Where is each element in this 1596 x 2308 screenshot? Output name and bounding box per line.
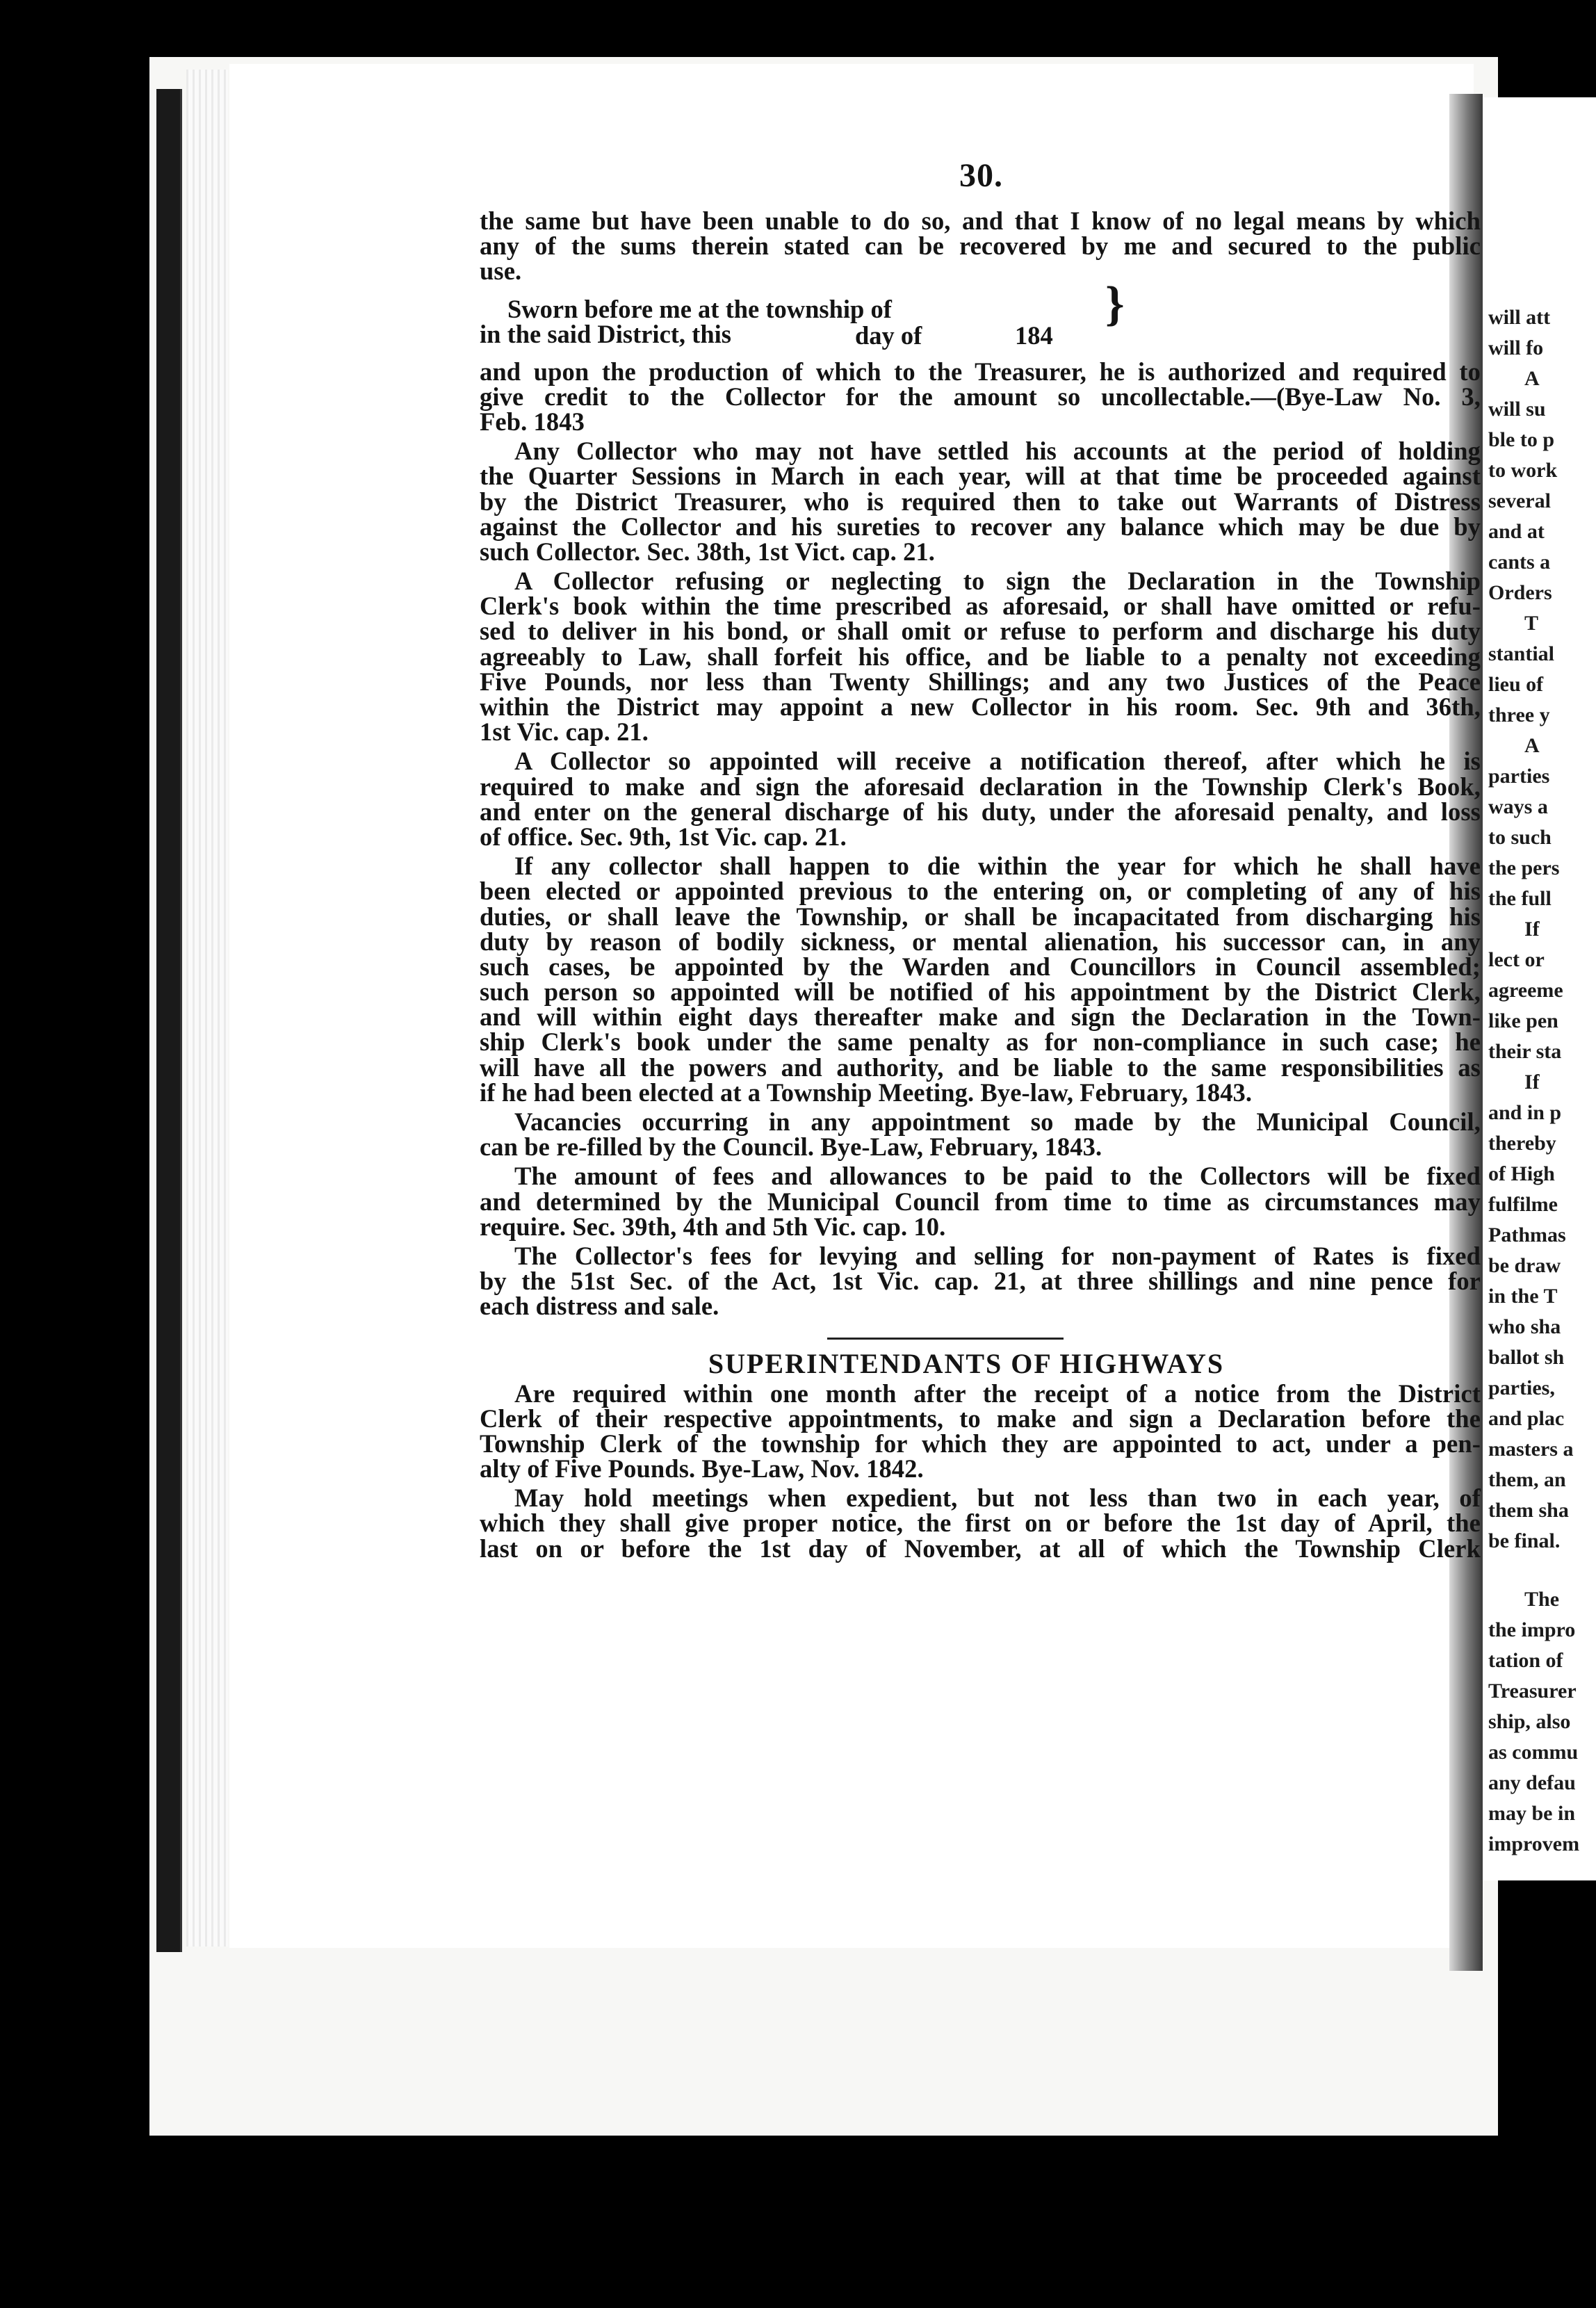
facing-page-line: may be in: [1488, 1802, 1576, 1825]
text-line: Vacancies occurring in any appointment so made by the Municipal Council,: [514, 1107, 1481, 1136]
facing-page-line: like pen: [1488, 1009, 1558, 1032]
opening-lines: [480, 206, 1481, 286]
facing-page-line: stantial: [1488, 642, 1555, 665]
facing-page-line: agreeme: [1488, 979, 1563, 1002]
section-heading: SUPERINTENDANTS OF HIGHWAYS: [708, 1347, 1225, 1379]
facing-page-line: three y: [1488, 704, 1550, 726]
text-line: within the District may appoint a new Collector in his room. Sec. 9th and 36th,: [480, 692, 1481, 721]
paragraph: [480, 359, 1481, 435]
facing-page-line: their sta: [1488, 1040, 1562, 1063]
paragraph: [480, 439, 1481, 564]
sworn-district: in the said District, this: [480, 319, 731, 348]
text-line: by the 51st Sec. of the Act, 1st Vic. cap. 21, at three shillings and nine pence for: [480, 1267, 1481, 1296]
text-line: such cases, be appointed by the Warden and Councillors in Council assembled;: [480, 952, 1481, 981]
facing-page-line: lect or: [1488, 948, 1545, 971]
text-line: each distress and sale.: [480, 1292, 719, 1321]
sworn-year: 184: [1015, 320, 1053, 350]
facing-page-line: the impro: [1488, 1618, 1576, 1641]
section-rule: [827, 1338, 1064, 1340]
text-line: such Collector. Sec. 38th, 1st Vict. cap. 21.: [480, 537, 936, 566]
facing-page-line: masters a: [1488, 1438, 1574, 1461]
text-line: and upon the production of which to the Treasurer, he is authorized and required to: [480, 357, 1481, 386]
text-line: duties, or shall leave the Township, or shall be incapacitated from discharging his: [480, 902, 1481, 931]
facing-page-line: A: [1524, 367, 1540, 390]
text-line: last on or before the 1st day of November, at all of which the Township Clerk: [480, 1534, 1481, 1563]
text-line: required to make and sign the aforesaid declaration in the Township Clerk's Book,: [480, 772, 1481, 801]
facing-page-line: parties,: [1488, 1376, 1555, 1399]
text-line: Clerk of their respective appointments, to make and sign a Declaration before the: [480, 1404, 1481, 1433]
paragraph: [480, 1164, 1481, 1240]
facing-page-line: tation of: [1488, 1649, 1563, 1672]
facing-page-line: them, an: [1488, 1468, 1566, 1491]
text-line: ship Clerk's book under the same penalty as for non-compliance in such case; he: [480, 1027, 1481, 1057]
facing-page-line: fulfilme: [1488, 1193, 1558, 1216]
page-edges: [186, 70, 228, 1947]
text-line: which they shall give proper notice, the first on or before the 1st day of April, the: [480, 1509, 1481, 1538]
paragraph: [480, 749, 1481, 850]
facing-page-line: to such: [1488, 826, 1552, 849]
paragraph: [480, 1107, 1481, 1162]
facing-page-line: cants a: [1488, 551, 1551, 574]
text-line: A Collector refusing or neglecting to sign the Declaration in the Township: [514, 567, 1481, 596]
sworn-line-1: [480, 294, 1481, 322]
facing-page-line: If: [1524, 1071, 1540, 1094]
text-line: Any Collector who may not have settled his accounts at the period of holding: [514, 437, 1481, 466]
scan-border: [0, 2141, 1596, 2308]
text-line: of office. Sec. 9th, 1st Vic. cap. 21.: [480, 822, 847, 851]
paragraph: [480, 1241, 1481, 1321]
facing-page-line: and plac: [1488, 1407, 1565, 1430]
facing-page-line: ble to p: [1488, 428, 1555, 451]
paragraphs: [480, 359, 1481, 1319]
facing-page-line: who sha: [1488, 1315, 1561, 1338]
paragraphs-after: [480, 1381, 1481, 1561]
facing-page-line: the full: [1488, 887, 1552, 910]
text-line: May hold meetings when expedient, but not less than two in each year, of: [514, 1484, 1481, 1513]
facing-page-line: and in p: [1488, 1101, 1562, 1124]
text-line: can be re-filled by the Council. Bye-Law, February, 1843.: [480, 1132, 1102, 1162]
text-line: if he had been elected at a Township Meeting. Bye-law, February, 1843.: [480, 1078, 1253, 1107]
text-line: the Quarter Sessions in March in each year, will at that time be proceeded against: [480, 462, 1481, 491]
facing-page-line: the pers: [1488, 856, 1560, 879]
text-line: If any collector shall happen to die within the year for which he shall have: [514, 852, 1481, 881]
facing-page-line: several: [1488, 489, 1551, 512]
facing-page-line: Treasurer: [1488, 1680, 1577, 1702]
facing-page-line: If: [1524, 918, 1540, 941]
text-line: the same but have been unable to do so, and that I know of no legal means by which: [480, 206, 1481, 235]
sworn-brace: }: [1105, 277, 1125, 331]
paragraph: [480, 569, 1481, 745]
page-number: 30.: [959, 157, 1003, 194]
text-line: by the District Treasurer, who is required then to take out Warrants of Distress: [480, 487, 1481, 516]
facing-page-line: and at: [1488, 520, 1545, 543]
text-line: and enter on the general discharge of his duty, under the aforesaid penalty, and loss: [480, 797, 1481, 826]
facing-page-line: will fo: [1488, 336, 1544, 359]
facing-page-line: be draw: [1488, 1254, 1561, 1277]
text-line: require. Sec. 39th, 4th and 5th Vic. cap. 10.: [480, 1212, 946, 1241]
text-line: against the Collector and his sureties to recover any balance which may be due by: [480, 512, 1481, 541]
facing-page-line: them sha: [1488, 1499, 1569, 1522]
facing-page-line: ship, also: [1488, 1710, 1571, 1733]
text-line: any of the sums therein stated can be recovered by me and secured to the public: [480, 231, 1481, 261]
facing-page-line: be final.: [1488, 1529, 1561, 1552]
facing-page-line: any defau: [1488, 1771, 1576, 1794]
text-line: such person so appointed will be notified of his appointment by the District Clerk,: [480, 977, 1481, 1007]
text-line: 1st Vic. cap. 21.: [480, 717, 649, 747]
facing-page-line: ballot sh: [1488, 1346, 1565, 1369]
facing-page-line: improvem: [1488, 1832, 1580, 1855]
text-line: A Collector so appointed will receive a notification thereof, after which he is: [514, 747, 1481, 776]
text-line: alty of Five Pounds. Bye-Law, Nov. 1842.: [480, 1454, 924, 1484]
text-line: agreeably to Law, shall forfeit his office, and be liable to a penalty not exceeding: [480, 642, 1481, 671]
facing-page-line: ways a: [1488, 795, 1548, 818]
text-line: sed to deliver in his bond, or shall omit or refuse to perform and discharge his duty: [480, 617, 1481, 646]
text-line: give credit to the Collector for the amount so uncollectable.—(Bye-Law No. 3,: [480, 382, 1481, 411]
sworn-text: Sworn before me at the township of: [507, 294, 892, 323]
facing-page: [1483, 97, 1596, 1880]
facing-page-line: thereby: [1488, 1132, 1556, 1155]
text-line: duty by reason of bodily sickness, or mental alienation, his successor can, in any: [480, 927, 1481, 956]
facing-page-line: Pathmas: [1488, 1224, 1566, 1246]
facing-page-line: will su: [1488, 398, 1546, 421]
facing-page-line: as commu: [1488, 1741, 1579, 1764]
facing-page-line: parties: [1488, 765, 1550, 788]
facing-page-line: to work: [1488, 459, 1558, 482]
facing-page-line: T: [1524, 612, 1539, 635]
facing-page-line: in the T: [1488, 1285, 1558, 1308]
text-line: and will within eight days thereafter make and sign the Declaration in the Town-: [480, 1002, 1481, 1032]
sworn-day-of: day of: [855, 320, 922, 350]
paragraph: [480, 854, 1481, 1105]
text-line: Clerk's book within the time prescribed as aforesaid, or shall have omitted or refu-: [480, 592, 1481, 621]
text-line: The Collector's fees for levying and selling for non-payment of Rates is fixed: [514, 1241, 1481, 1270]
facing-page-line: Orders: [1488, 581, 1552, 604]
text-line: will have all the powers and authority, and be liable to the same responsibilities as: [480, 1053, 1481, 1082]
page-text: [480, 206, 1481, 1566]
book-spine: [156, 89, 182, 1952]
text-line: been elected or appointed previous to the entering on, or completing of any of his: [480, 877, 1481, 906]
text-line: and determined by the Municipal Council from time to time as circumstances may: [480, 1187, 1481, 1216]
paragraph: [480, 1381, 1481, 1482]
text-line: Township Clerk of the township for which they are appointed to act, under a pen-: [480, 1429, 1481, 1458]
text-line: Five Pounds, nor less than Twenty Shillings; and any two Justices of the Peace: [480, 667, 1481, 696]
text-line: The amount of fees and allowances to be paid to the Collectors will be fixed: [514, 1162, 1481, 1191]
text-line: Are required within one month after the receipt of a notice from the District: [514, 1379, 1481, 1408]
paragraph: [480, 1486, 1481, 1561]
text-line: Feb. 1843: [480, 407, 585, 436]
facing-page-line: lieu of: [1488, 673, 1544, 696]
facing-page-line: will att: [1488, 306, 1551, 329]
text-line: use.: [480, 257, 522, 286]
facing-page-line: A: [1524, 734, 1540, 757]
facing-page-line: The: [1524, 1588, 1560, 1611]
facing-page-line: of High: [1488, 1162, 1555, 1185]
